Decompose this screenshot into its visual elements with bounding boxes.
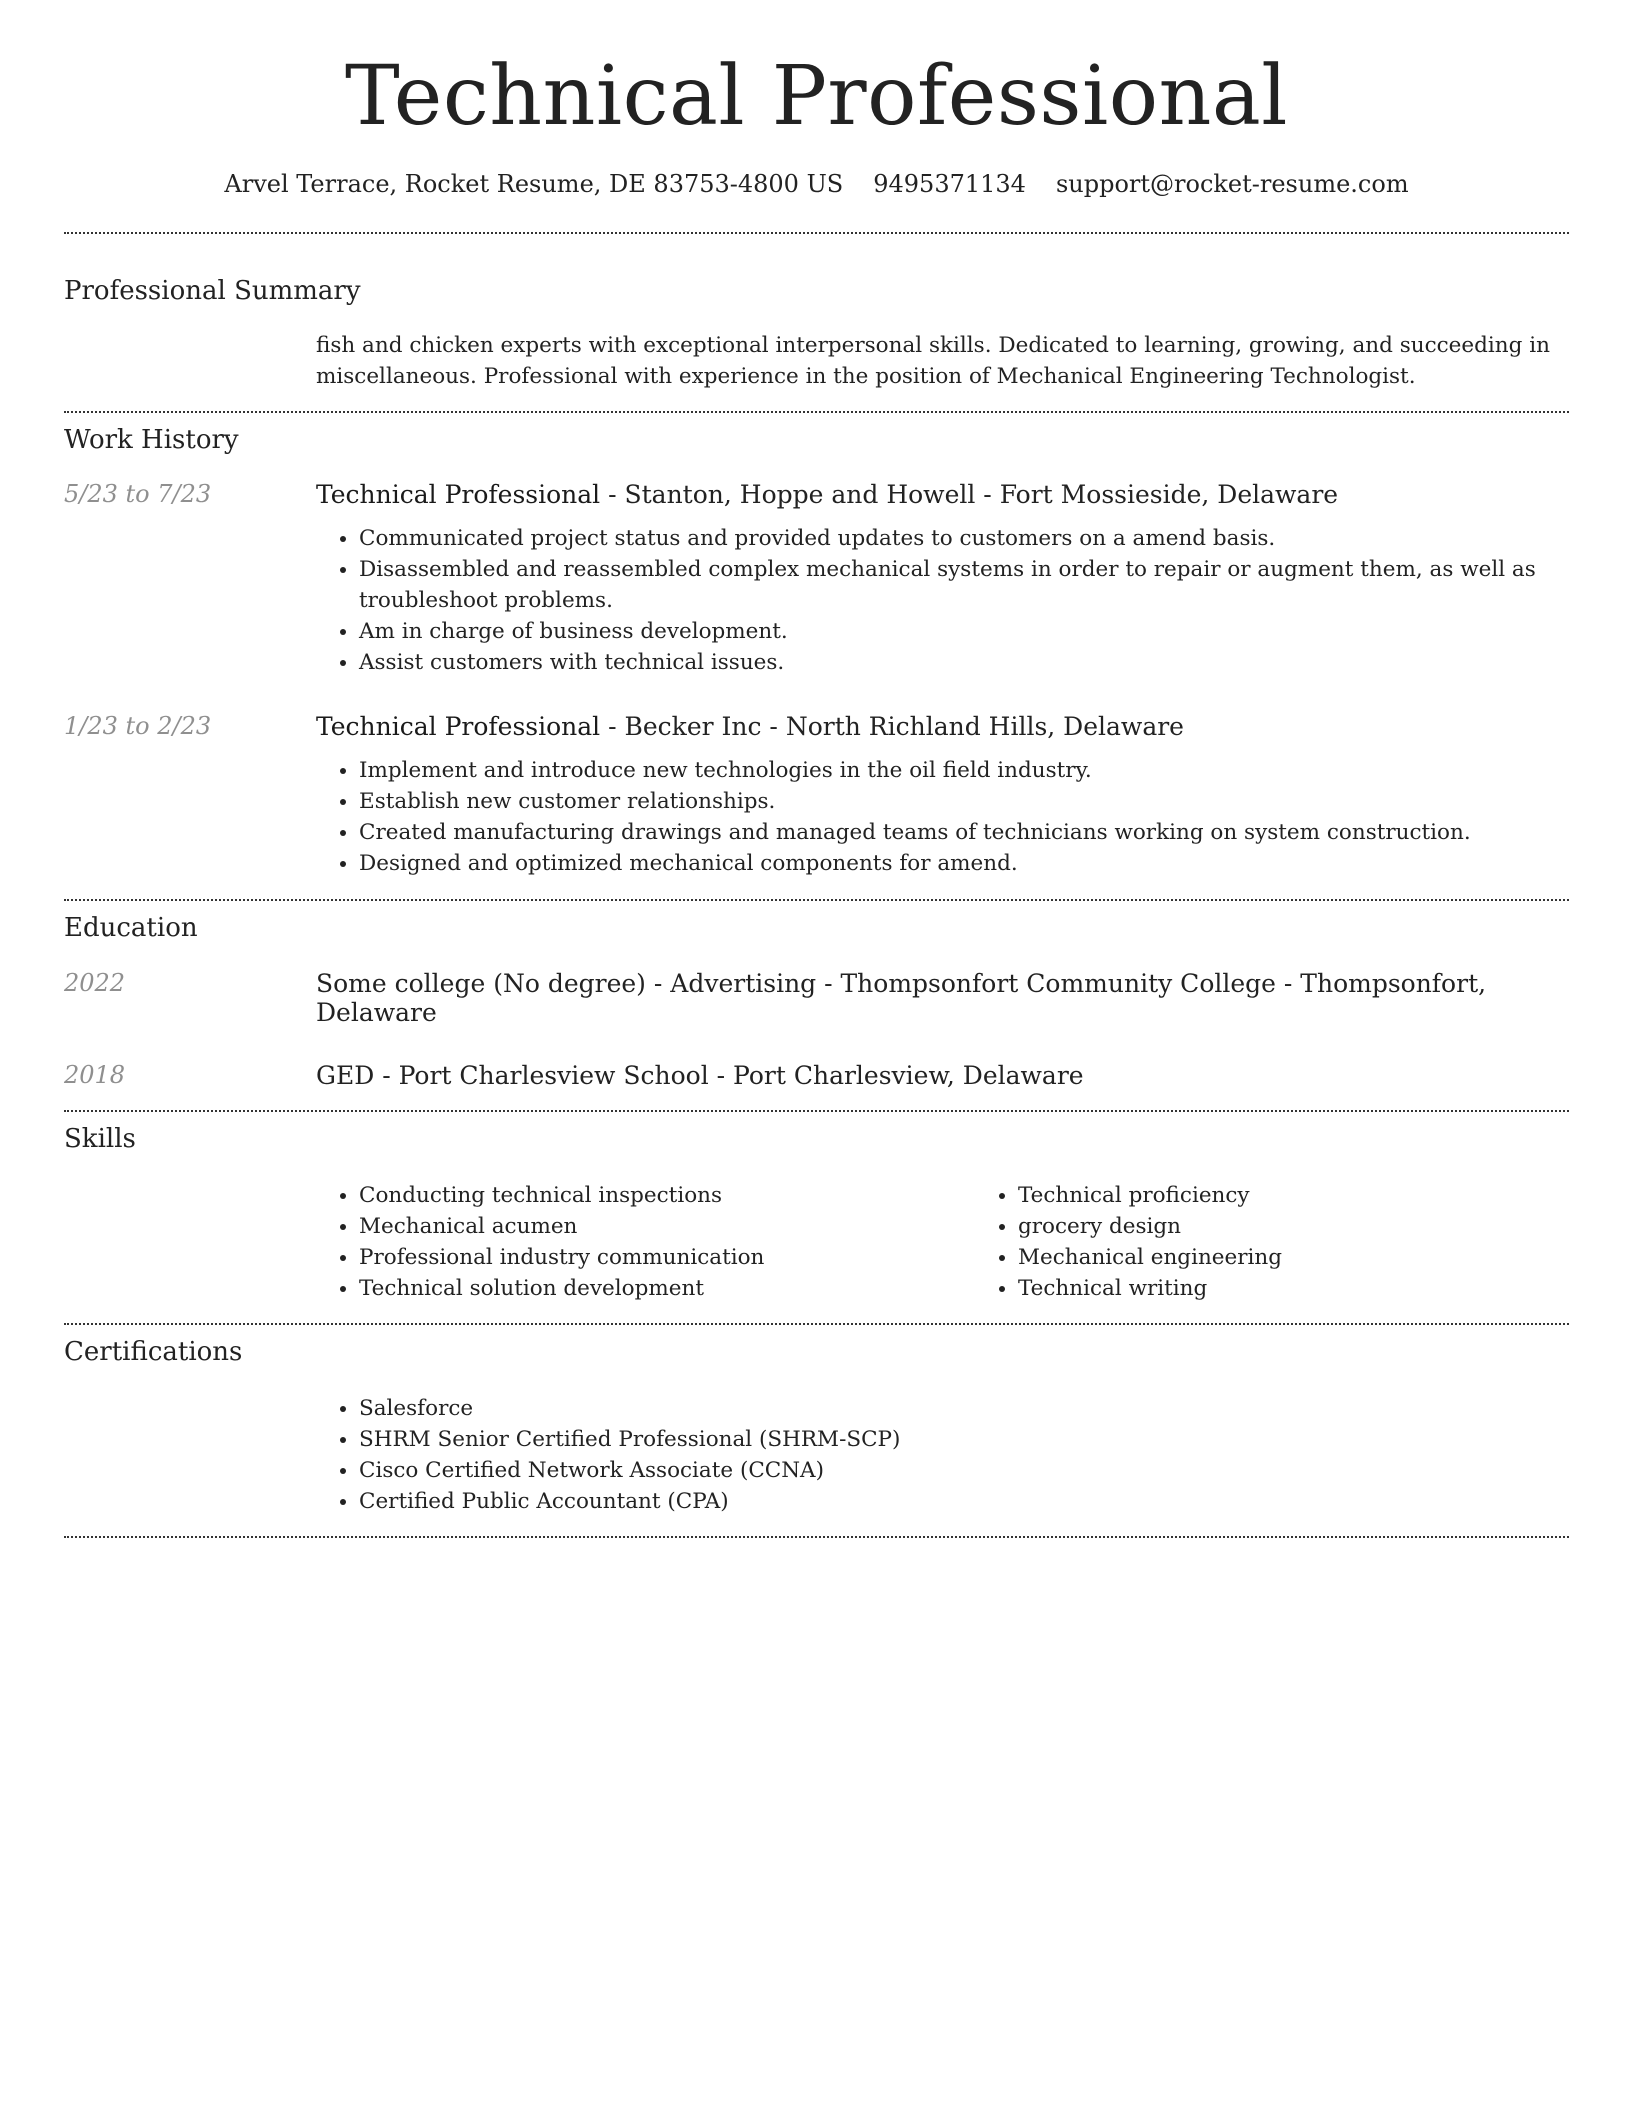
list-item: • Am in charge of business development. — [359, 616, 1569, 647]
job-role: Technical Professional — [316, 712, 601, 742]
education-year: 2022 — [64, 969, 126, 998]
section-title-summary: Professional Summary — [64, 276, 361, 307]
job-dates: 1/23 to 2/23 — [64, 712, 212, 741]
divider — [64, 899, 1569, 901]
list-item: • Professional industry communication — [359, 1242, 975, 1273]
contact-line — [64, 170, 1569, 198]
job-title-line — [316, 712, 1569, 741]
education-entry — [64, 969, 1569, 1027]
job-details — [316, 712, 1569, 879]
section-title-certifications: Certifications — [64, 1337, 243, 1368]
list-item: • Technical proficiency — [1018, 1180, 1632, 1211]
job-bullets — [316, 755, 1569, 879]
job-bullets — [316, 523, 1569, 678]
list-item: • Communicated project status and provided updates to customers on a amend basis. — [359, 523, 1569, 554]
job-role: Technical Professional — [316, 480, 601, 510]
divider — [64, 411, 1569, 413]
skills-row — [64, 1180, 1569, 1304]
certifications-list — [316, 1393, 1569, 1517]
divider — [64, 232, 1569, 234]
list-item: • grocery design — [1018, 1211, 1632, 1242]
job-entry — [64, 712, 1569, 879]
contact-email: support@rocket-resume.com — [1055, 170, 1409, 199]
education-section — [64, 913, 1569, 1090]
list-item: • Designed and optimized mechanical components for amend. — [359, 848, 1569, 879]
list-item: • Salesforce — [359, 1393, 1569, 1424]
list-item: • Technical solution development — [359, 1273, 975, 1304]
certifications-details — [316, 1393, 1569, 1517]
skills-columns — [316, 1180, 1632, 1304]
list-item: • Establish new customer relationships. — [359, 786, 1569, 817]
certifications-section — [64, 1337, 1569, 1517]
list-item: • Certified Public Accountant (CPA) — [359, 1486, 1569, 1517]
job-details — [316, 480, 1569, 678]
list-item: • Cisco Certified Network Associate (CCNA) — [359, 1455, 1569, 1486]
divider — [64, 1536, 1569, 1538]
work-section — [64, 425, 1569, 879]
contact-phone: 9495371134 — [873, 170, 1026, 199]
divider — [64, 1110, 1569, 1112]
job-employer: - Becker Inc - North Richland Hills, Delaware — [600, 712, 1184, 742]
list-item: • SHRM Senior Certified Professional (SHRM-SCP) — [359, 1424, 1569, 1455]
contact-address: Arvel Terrace, Rocket Resume, DE 83753-4800 US — [224, 170, 844, 199]
list-item: • Mechanical engineering — [1018, 1242, 1632, 1273]
certifications-left-spacer — [64, 1393, 316, 1517]
list-item: • Disassembled and reassembled complex mechanical systems in order to repair or augment them, as well as troubleshoot problems. — [359, 554, 1569, 616]
section-title-skills: Skills — [64, 1124, 136, 1155]
list-item: • Implement and introduce new technologies in the oil field industry. — [359, 755, 1569, 786]
list-item: • Technical writing — [1018, 1273, 1632, 1304]
skills-list-col1 — [316, 1180, 975, 1304]
section-title-work: Work History — [64, 425, 239, 456]
certifications-row — [64, 1393, 1569, 1517]
skills-section — [64, 1124, 1569, 1304]
job-entry — [64, 480, 1569, 678]
summary-row — [64, 330, 1569, 392]
section-title-education: Education — [64, 913, 198, 944]
job-employer: - Stanton, Hoppe and Howell - Fort Mossieside, Delaware — [600, 480, 1339, 510]
list-item: • Mechanical acumen — [359, 1211, 975, 1242]
skills-left-spacer — [64, 1180, 316, 1304]
summary-left-spacer — [64, 330, 316, 392]
candidate-name: Technical Professional — [344, 49, 1289, 144]
education-year: 2018 — [64, 1061, 126, 1090]
list-item: • Assist customers with technical issues. — [359, 647, 1569, 678]
job-title-line — [316, 480, 1569, 509]
list-item: • Conducting technical inspections — [359, 1180, 975, 1211]
job-dates: 5/23 to 7/23 — [64, 480, 212, 509]
education-text: Some college (No degree) - Advertising - Thompsonfort Community College - Thompsonfort, Delaware — [316, 969, 1487, 1028]
education-text: GED - Port Charlesview School - Port Charlesview, Delaware — [316, 1061, 1084, 1091]
education-entry — [64, 1061, 1569, 1090]
list-item: • Created manufacturing drawings and managed teams of technicians working on system construction. — [359, 817, 1569, 848]
summary-text: fish and chicken experts with exceptional interpersonal skills. Dedicated to learning, growing, and succeeding in miscellaneous. Professional with experience in the position of Mechanical Engineering Technologist. — [316, 333, 1550, 390]
summary-section — [64, 276, 1569, 392]
skills-list-col2 — [975, 1180, 1632, 1304]
divider — [64, 1323, 1569, 1325]
